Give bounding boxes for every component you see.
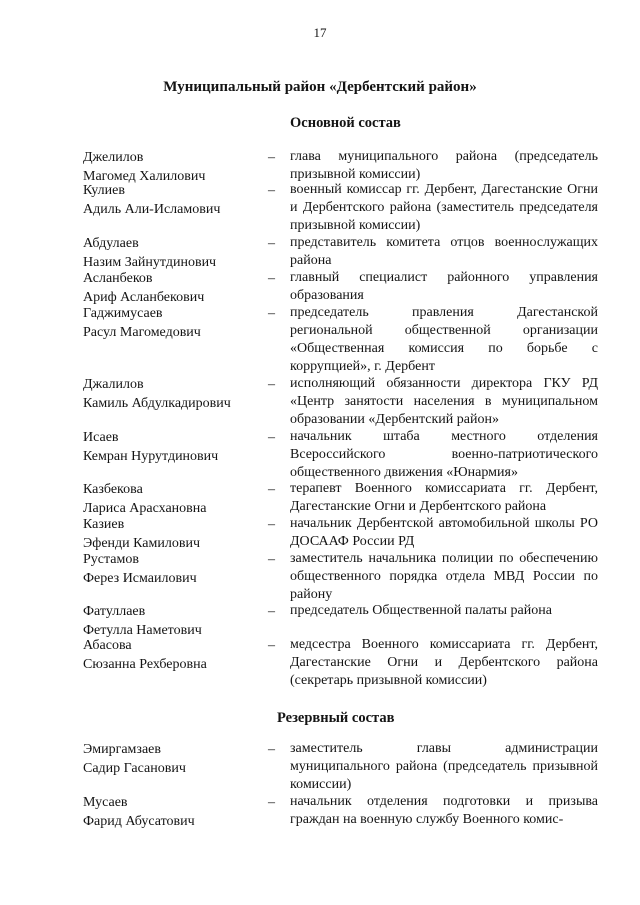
member-name: Исаев Кемран Нурутдинович bbox=[83, 430, 219, 464]
dash-separator: – bbox=[268, 517, 275, 532]
reserve-section-heading: Резервный состав bbox=[277, 710, 395, 726]
dash-separator: – bbox=[268, 377, 275, 392]
dash-separator: – bbox=[268, 430, 275, 445]
dash-separator: – bbox=[268, 552, 275, 567]
dash-separator: – bbox=[268, 150, 275, 165]
member-role: заместитель главы администрации муниципального района (председатель призывной комиссии) bbox=[290, 741, 598, 792]
member-role: терапевт Военного комиссариата гг. Дербент, Дагестанские Огни и Дербентского района bbox=[290, 481, 598, 514]
member-role: медсестра Военного комиссариата гг. Дербент, Дагестанские Огни и Дербентского района (секретарь призывной комиссии) bbox=[290, 637, 598, 688]
dash-separator: – bbox=[268, 638, 275, 653]
dash-separator: – bbox=[268, 482, 275, 497]
member-name: Абасова Сюзанна Рехберовна bbox=[83, 638, 207, 672]
dash-separator: – bbox=[268, 795, 275, 810]
dash-separator: – bbox=[268, 236, 275, 251]
member-role: военный комиссар гг. Дербент, Дагестанские Огни и Дербентского района (заместитель председателя призывной комиссии) bbox=[290, 182, 598, 233]
member-name: Абдулаев Назим Зайнутдинович bbox=[83, 236, 217, 270]
member-name: Казиев Эфенди Камилович bbox=[83, 517, 200, 551]
member-role: глава муниципального района (председатель призывной комиссии) bbox=[290, 149, 598, 182]
member-name: Казбекова Лариса Арасхановна bbox=[83, 482, 207, 516]
member-name: Джелилов Магомед Халилович bbox=[83, 150, 206, 184]
member-name: Джалилов Камиль Абдулкадирович bbox=[83, 377, 231, 411]
dash-separator: – bbox=[268, 604, 275, 619]
dash-separator: – bbox=[268, 271, 275, 286]
member-role: исполняющий обязанности директора ГКУ РД «Центр занятости населения в муниципальном образовании «Дербентский район» bbox=[290, 376, 598, 427]
dash-separator: – bbox=[268, 183, 275, 198]
member-name: Эмиргамзаев Садир Гасанович bbox=[83, 742, 186, 776]
member-role: председатель Общественной палаты района bbox=[290, 603, 552, 618]
main-section-heading: Основной состав bbox=[290, 115, 401, 131]
dash-separator: – bbox=[268, 742, 275, 757]
member-role: начальник Дербентской автомобильной школы РО ДОСААФ России РД bbox=[290, 516, 598, 549]
member-role: главный специалист районного управления образования bbox=[290, 270, 598, 303]
member-name: Рустамов Ферез Исмаилович bbox=[83, 552, 197, 586]
member-name: Фатуллаев Фетулла Наметович bbox=[83, 604, 202, 638]
member-role: председатель правления Дагестанской региональной общественной организации «Общественная комиссия по борьбе с коррупцией», г. Дербент bbox=[290, 305, 598, 374]
member-role: начальник отделения подготовки и призыва граждан на военную службу Военного комис- bbox=[290, 794, 598, 827]
page-number: 17 bbox=[313, 25, 327, 40]
member-role: заместитель начальника полиции по обеспечению общественного порядка отдела МВД России по району bbox=[290, 551, 598, 602]
dash-separator: – bbox=[268, 306, 275, 321]
member-name: Гаджимусаев Расул Магомедович bbox=[83, 306, 201, 340]
member-name: Кулиев Адиль Али-Исламович bbox=[83, 183, 221, 217]
member-role: начальник штаба местного отделения Всероссийского военно-патриотического общественного движения «Юнармия» bbox=[290, 429, 598, 480]
document-title: Муниципальный район «Дербентский район» bbox=[163, 79, 477, 95]
member-role: представитель комитета отцов военнослужащих района bbox=[290, 235, 598, 268]
member-name: Мусаев Фарид Абусатович bbox=[83, 795, 195, 829]
member-name: Асланбеков Ариф Асланбекович bbox=[83, 271, 205, 305]
